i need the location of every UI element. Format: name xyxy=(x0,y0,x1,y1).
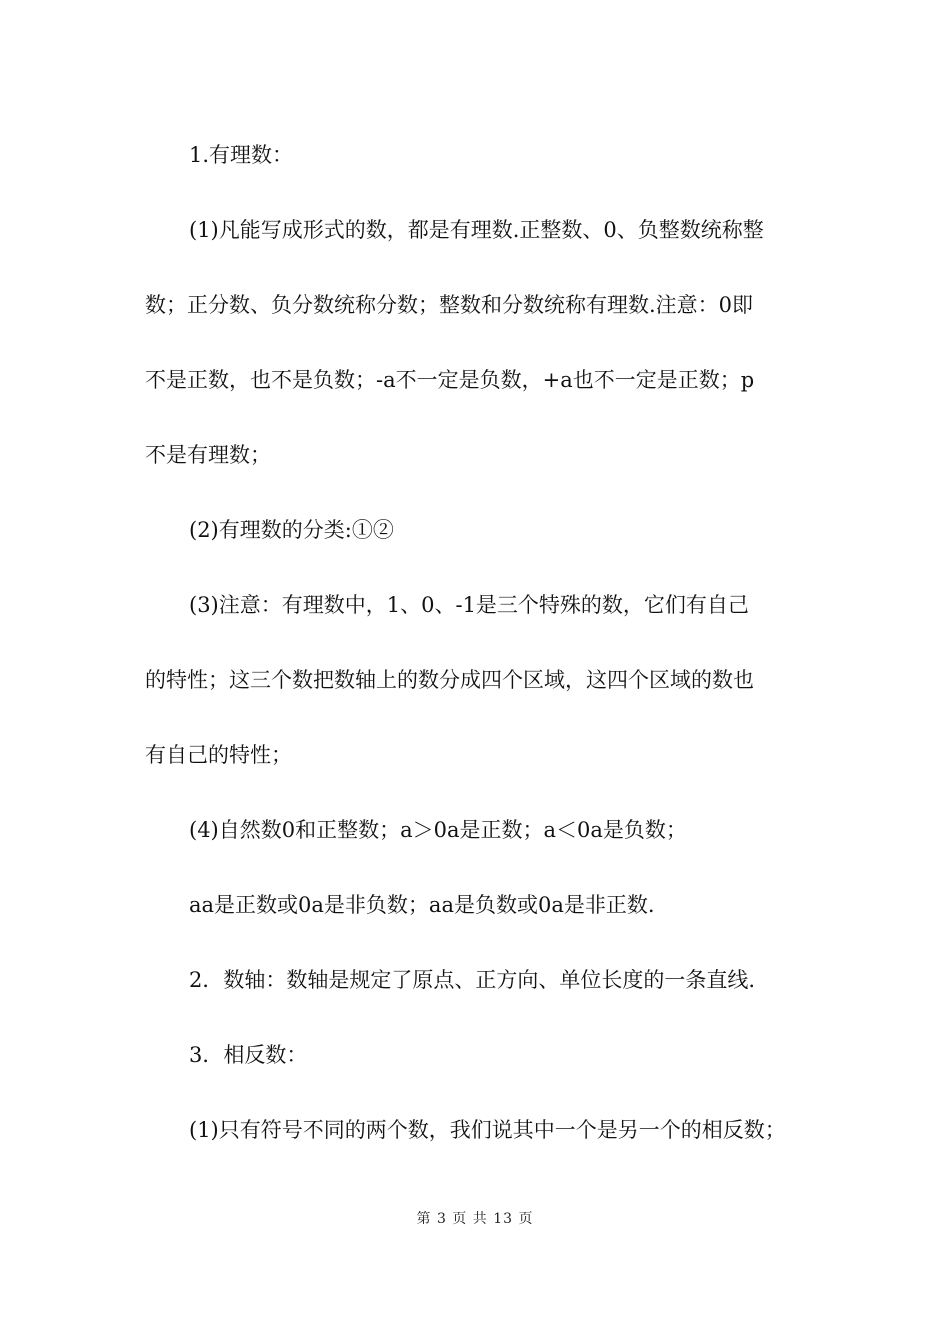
heading-number-line: 2．数轴：数轴是规定了原点、正方向、单位长度的一条直线. xyxy=(189,968,756,992)
page-footer: 第 3 页 共 13 页 xyxy=(416,1211,534,1227)
text-line: 数；正分数、负分数统称分数；整数和分数统称有理数.注意：0即 xyxy=(145,293,754,317)
text-line: aa是正数或0a是非负数；aa是负数或0a是非正数. xyxy=(189,893,655,917)
heading-rational-numbers: 1.有理数： xyxy=(189,143,294,167)
text-line: (4)自然数0和正整数；a＞0a是正数；a＜0a是负数； xyxy=(189,818,687,842)
text-line: 不是有理数； xyxy=(145,443,271,467)
text-line: (1)凡能写成形式的数，都是有理数.正整数、0、负整数统称整 xyxy=(189,218,764,242)
text-line: (2)有理数的分类:①② xyxy=(189,518,394,542)
text-line: (3)注意：有理数中，1、0、-1是三个特殊的数，它们有自己 xyxy=(189,593,749,617)
heading-opposite-numbers: 3．相反数： xyxy=(189,1043,308,1067)
text-line: (1)只有符号不同的两个数，我们说其中一个是另一个的相反数； xyxy=(189,1118,786,1142)
text-line: 有自己的特性； xyxy=(145,743,292,767)
text-line: 不是正数，也不是负数；-a不一定是负数，+a也不一定是正数；p xyxy=(145,368,755,392)
document-body xyxy=(145,118,825,1168)
text-line: 的特性；这三个数把数轴上的数分成四个区域，这四个区域的数也 xyxy=(145,668,754,692)
